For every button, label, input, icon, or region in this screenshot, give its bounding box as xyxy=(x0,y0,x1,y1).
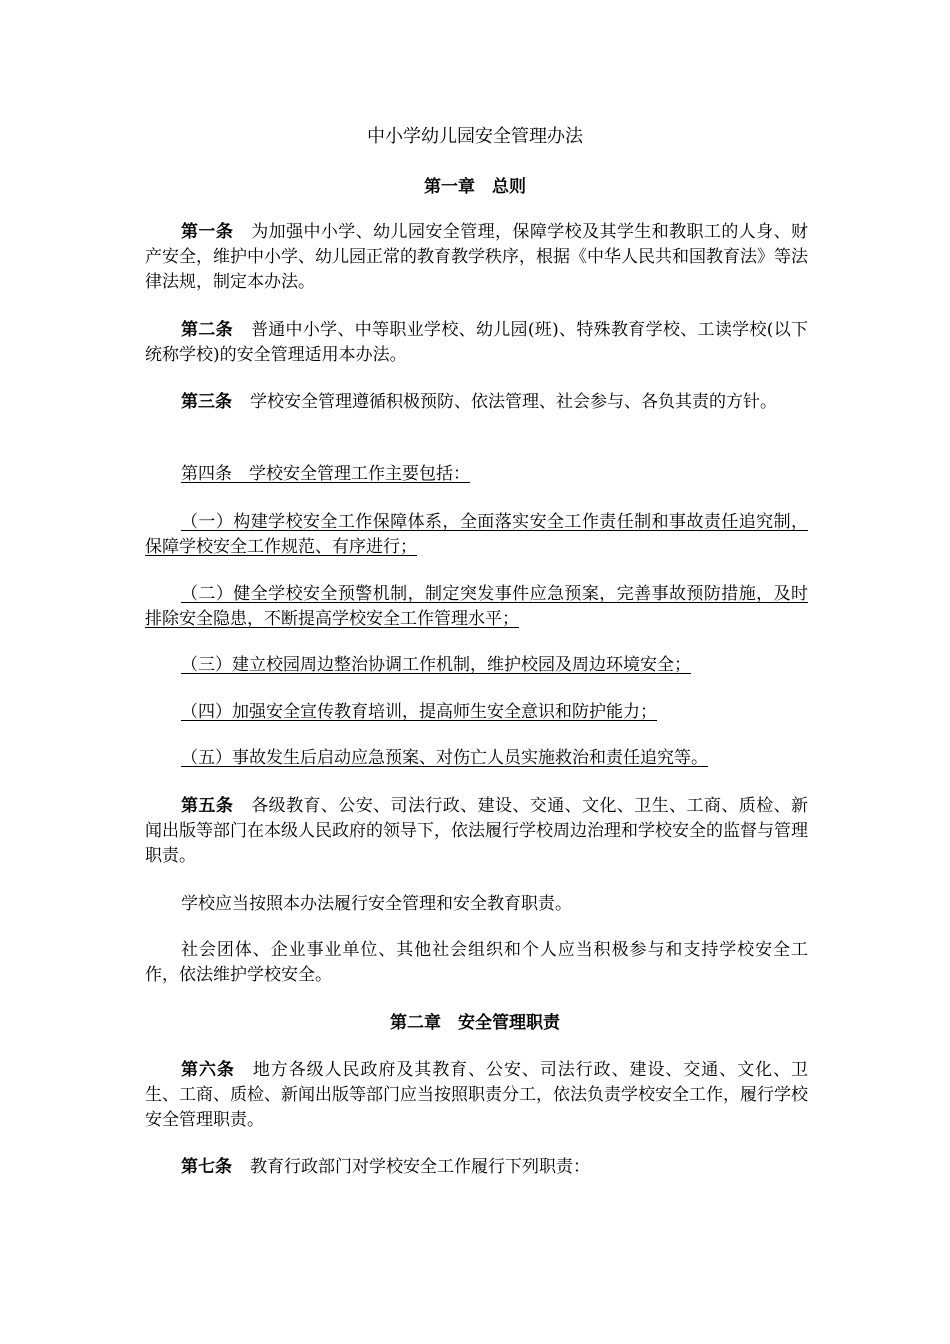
article-4-item-1: （一）构建学校安全工作保障体系，全面落实安全工作责任制和事故责任追究制，保障学校安全工作规范、有序进行； xyxy=(145,512,808,557)
article-7 xyxy=(145,1155,808,1180)
article-4-item-4: （四）加强安全宣传教育培训，提高师生安全意识和防护能力； xyxy=(181,702,657,722)
article-6-text: 地方各级人民政府及其教育、公安、司法行政、建设、交通、文化、卫生、工商、质检、新闻出版等部门应当按照职责分工，依法负责学校安全工作，履行学校安全管理职责。 xyxy=(145,1060,809,1130)
article-3 xyxy=(145,390,808,415)
article-2 xyxy=(145,318,808,368)
article-6 xyxy=(145,1058,808,1133)
article-4-item-2: （二）健全学校安全预警机制，制定突发事件应急预案，完善事故预防措施，及时排除安全隐患，不断提高学校安全工作管理水平； xyxy=(145,584,808,629)
article-6-number: 第六条 xyxy=(181,1060,235,1080)
article-4-text: 第四条 学校安全管理工作主要包括： xyxy=(181,464,470,484)
article-4-item-3: （三）建立校园周边整治协调工作机制，维护校园及周边环境安全； xyxy=(181,655,691,675)
article-5-text: 各级教育、公安、司法行政、建设、交通、文化、卫生、工商、质检、新闻出版等部门在本级人民政府的领导下，依法履行学校周边治理和学校安全的监督与管理职责。 xyxy=(145,796,809,866)
article-5-paragraph-3: 社会团体、企业事业单位、其他社会组织和个人应当积极参与和支持学校安全工作，依法维护学校安全。 xyxy=(145,940,808,985)
article-5-number: 第五条 xyxy=(181,796,234,816)
chapter-1-heading: 第一章 总则 xyxy=(424,177,526,197)
chapter-2-heading: 第二章 安全管理职责 xyxy=(390,1013,560,1033)
article-3-number: 第三条 xyxy=(181,392,232,412)
article-2-text: 普通中小学、中等职业学校、幼儿园(班)、特殊教育学校、工读学校(以下统称学校)的安全管理适用本办法。 xyxy=(145,320,809,365)
article-4 xyxy=(145,462,808,487)
article-1 xyxy=(145,220,808,295)
article-4-item-5: （五）事故发生后启动应急预案、对伤亡人员实施救治和责任追究等。 xyxy=(181,748,708,768)
article-7-text: 教育行政部门对学校安全工作履行下列职责： xyxy=(250,1157,590,1177)
article-3-text: 学校安全管理遵循积极预防、依法管理、社会参与、各负其责的方针。 xyxy=(250,392,777,412)
article-2-number: 第二条 xyxy=(181,320,233,340)
document-title: 中小学幼儿园安全管理办法 xyxy=(367,126,583,147)
article-7-number: 第七条 xyxy=(181,1157,232,1177)
article-5 xyxy=(145,794,808,869)
article-5-paragraph-2: 学校应当按照本办法履行安全管理和安全教育职责。 xyxy=(181,894,572,914)
article-1-number: 第一条 xyxy=(181,222,234,242)
article-1-text: 为加强中小学、幼儿园安全管理，保障学校及其学生和教职工的人身、财产安全，维护中小学、幼儿园正常的教育教学秩序，根据《中华人民共和国教育法》等法律法规，制定本办法。 xyxy=(145,222,809,292)
